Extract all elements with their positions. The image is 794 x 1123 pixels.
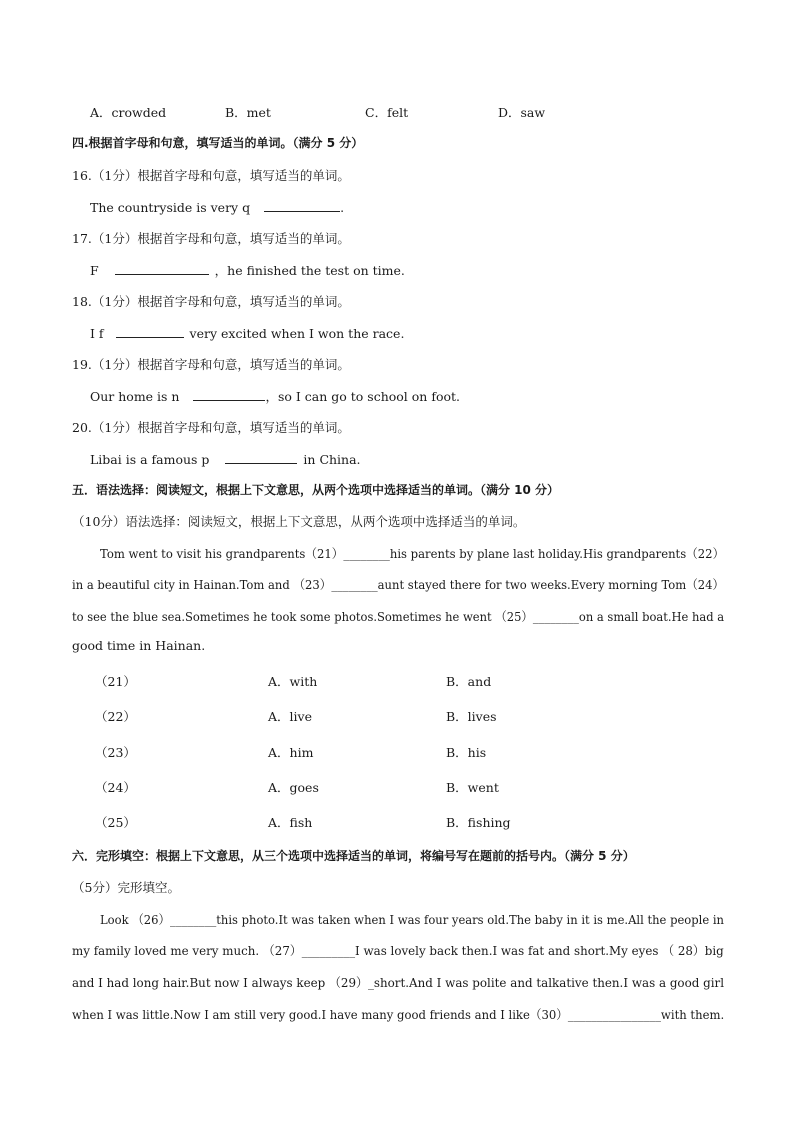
choice-number: （23） (95, 745, 136, 760)
prompt-text: I f (90, 326, 104, 341)
prompt-text: The countryside is very q (90, 200, 251, 215)
choice-number: （25） (95, 815, 136, 830)
choice-number: （24） (95, 780, 136, 795)
top-option-c: C．felt (365, 105, 409, 120)
prompt-tail: ，he finished the test on time. (214, 263, 405, 278)
choice-number: （22） (95, 709, 136, 724)
choice-option-a[interactable]: A．him (268, 745, 314, 760)
section5-intro: （10分）语法选择：阅读短文，根据上下文意思，从两个选项中选择适当的单词。 (72, 514, 526, 529)
prompt-text: Libai is a famous p (90, 452, 210, 467)
choice-option-a[interactable]: A．live (268, 709, 312, 724)
question-17: 17.（1分）根据首字母和句意，填写适当的单词。 (72, 231, 350, 246)
choice-option-b[interactable]: B．went (446, 780, 499, 795)
answer-line-16 (90, 198, 344, 215)
answer-blank-20[interactable] (225, 450, 297, 464)
answer-line-18 (90, 324, 404, 341)
prompt-tail: in China. (303, 452, 361, 467)
top-option-b: B．met (225, 105, 271, 120)
section6-heading: 六．完形填空：根据上下文意思，从三个选项中选择适当的单词，将编号写在题前的括号内。（满分 5 分） (72, 849, 635, 863)
section6-intro: （5分）完形填空。 (72, 880, 180, 895)
choice-option-b[interactable]: B．fishing (446, 815, 511, 830)
section5-passage-line-3: to see the blue sea.Sometimes he took some photos.Sometimes he went （25）________on a small boat.He had a (72, 609, 725, 624)
answer-line-20 (90, 450, 361, 467)
answer-line-17 (90, 261, 405, 279)
choice-option-b[interactable]: B．and (446, 674, 492, 689)
top-option-d: D．saw (498, 105, 546, 120)
answer-blank-17[interactable] (115, 261, 209, 275)
answer-blank-18[interactable] (116, 324, 184, 338)
section5-passage-line-4: good time in Hainan. (72, 638, 206, 653)
question-18: 18.（1分）根据首字母和句意，填写适当的单词。 (72, 294, 350, 309)
section4-heading: 四.根据首字母和句意，填写适当的单词。（满分 5 分） (72, 136, 364, 150)
answer-blank-16[interactable] (264, 198, 340, 212)
section5-passage-line-1: Tom went to visit his grandparents（21）________his parents by plane last holiday.His grandparents（22） (100, 546, 725, 561)
top-option-a: A．crowded (90, 105, 167, 120)
question-19: 19.（1分）根据首字母和句意，填写适当的单词。 (72, 357, 350, 372)
prompt-tail: ，so I can go to school on foot. (265, 389, 461, 404)
prompt-text: Our home is n (90, 389, 180, 404)
section5-passage-line-2: in a beautiful city in Hainan.Tom and （23）________aunt stayed there for two weeks.Every morning Tom（24） (72, 577, 725, 592)
prompt-tail: very excited when I won the race. (189, 326, 405, 341)
prompt-tail: . (340, 200, 345, 215)
answer-line-19 (90, 387, 460, 405)
question-16: 16.（1分）根据首字母和句意，填写适当的单词。 (72, 168, 350, 183)
section6-passage-line-4: when I was little.Now I am still very good.I have many good friends and I like（30）________________with them. (72, 1007, 725, 1022)
section6-passage-line-1: Look （26）________this photo.It was taken when I was four years old.The baby in it is me.All the people in (100, 912, 724, 927)
choice-option-b[interactable]: B．lives (446, 709, 497, 724)
choice-option-b[interactable]: B．his (446, 745, 487, 760)
question-20: 20.（1分）根据首字母和句意，填写适当的单词。 (72, 420, 350, 435)
choice-option-a[interactable]: A．goes (268, 780, 319, 795)
section6-passage-line-3: and I had long hair.But now I always keep （29）_short.And I was polite and talkative then.I was a good girl (72, 975, 725, 990)
section6-passage-line-2: my family loved me very much. （27）_________I was lovely back then.I was fat and short.My eyes （ 28）big (72, 943, 724, 958)
choice-number: （21） (95, 674, 136, 689)
answer-blank-19[interactable] (193, 387, 265, 401)
choice-option-a[interactable]: A．with (268, 674, 318, 689)
prompt-text: F (90, 263, 99, 278)
choice-option-a[interactable]: A．fish (268, 815, 313, 830)
section5-heading: 五．语法选择：阅读短文，根据上下文意思，从两个选项中选择适当的单词。（满分 10 分） (72, 483, 560, 497)
